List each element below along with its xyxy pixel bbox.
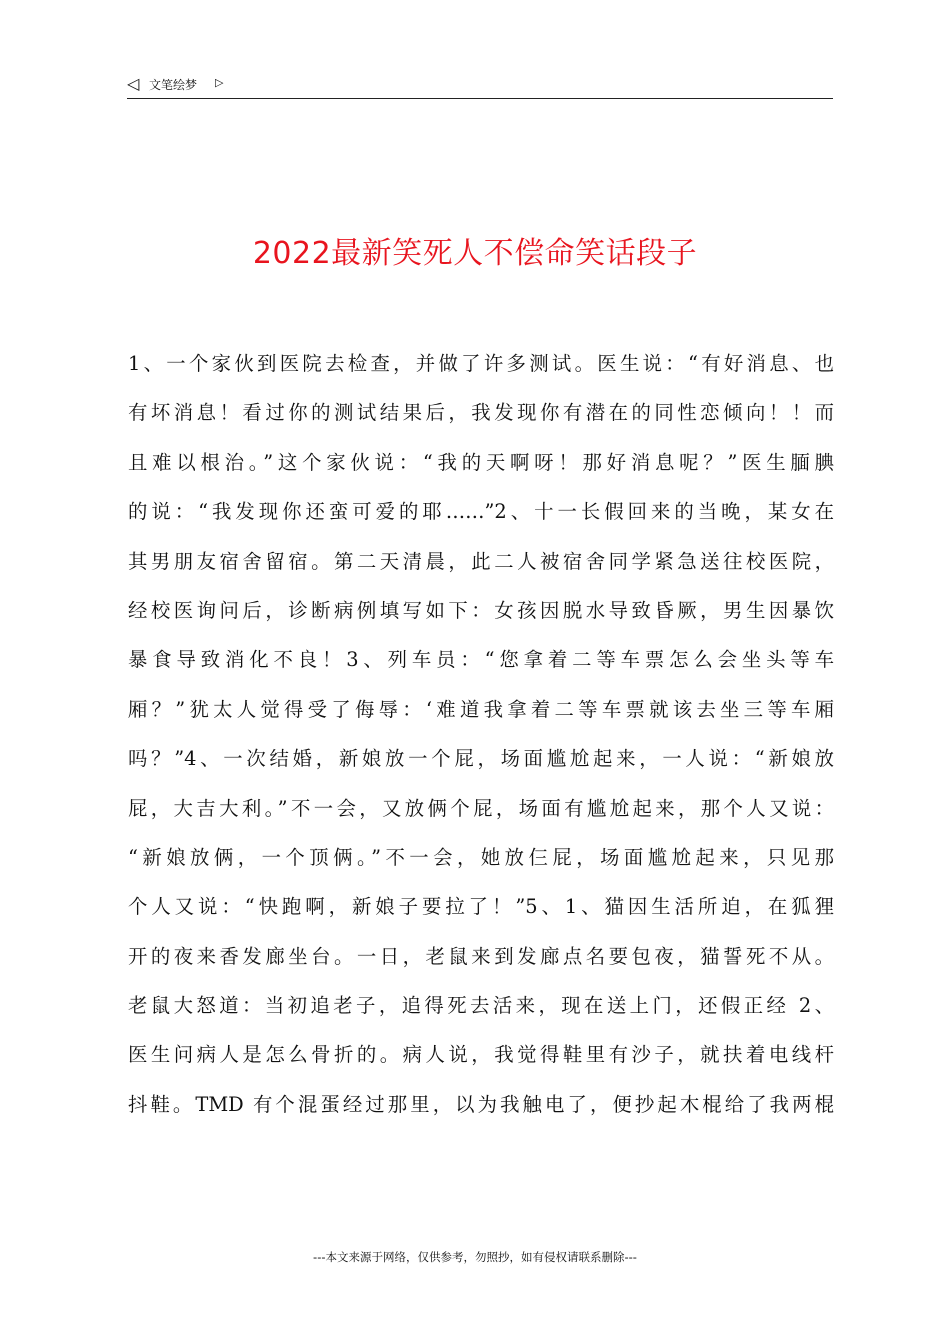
- body-line: 1、一个家伙到医院去检查，并做了许多测试。医生说：“有好消息、也: [128, 352, 834, 375]
- body-line: 医生问病人是怎么骨折的。病人说，我觉得鞋里有沙子，就扶着电线杆: [128, 1043, 834, 1067]
- body-line: 其男朋友宿舍留宿。第二天清晨，此二人被宿舍同学紧急送往校医院，: [128, 549, 834, 573]
- right-triangle-icon: ▷: [215, 76, 224, 89]
- body-line: “新娘放俩，一个顶俩。”不一会，她放仨屁，场面尴尬起来，只见那: [128, 845, 834, 869]
- page-footer: ---本文来源于网络，仅供参考，勿照抄，如有侵权请联系删除---: [313, 1250, 637, 1264]
- document-title: 2022最新笑死人不偿命笑话段子: [252, 236, 698, 272]
- body-line: 且难以根治。”这个家伙说：“我的天啊呀！那好消息呢？”医生腼腆: [128, 450, 834, 474]
- body-line: 经校医询问后，诊断病例填写如下：女孩因脱水导致昏厥，男生因暴饮: [128, 598, 834, 622]
- page-header: [127, 74, 833, 99]
- document-body: [128, 339, 834, 1129]
- body-line: 个人又说：“快跑啊，新娘子要拉了！”5、1、猫因生活所迫，在狐狸: [128, 895, 834, 919]
- body-line: 的说：“我发现你还蛮可爱的耶……”2、十一长假回来的当晚，某女在: [128, 500, 834, 524]
- body-line: 抖鞋。TMD 有个混蛋经过那里，以为我触电了，便抄起木棍给了我两棍: [128, 1092, 834, 1116]
- body-line: 吗？”4、一次结婚，新娘放一个屁，场面尴尬起来，一人说：“新娘放: [128, 747, 834, 771]
- body-line: 暴食导致消化不良！3、列车员：“您拿着二等车票怎么会坐头等车: [128, 648, 834, 672]
- body-line: 有坏消息！看过你的测试结果后，我发现你有潜在的同性恋倾向！！而: [128, 401, 834, 425]
- left-triangle-icon: ◁: [127, 74, 140, 93]
- body-line: 开的夜来香发廊坐台。一日，老鼠来到发廊点名要包夜，猫誓死不从。: [128, 944, 834, 968]
- header-brand: 文笔绘梦: [149, 78, 198, 92]
- body-line: 屁，大吉大利。”不一会，又放俩个屁，场面有尴尬起来，那个人又说：: [128, 796, 834, 820]
- body-line: 厢？”犹太人觉得受了侮辱：‘难道我拿着二等车票就该去坐三等车厢: [128, 697, 834, 721]
- body-line: 老鼠大怒道：当初追老子，追得死去活来，现在送上门，还假正经 2、: [128, 994, 834, 1018]
